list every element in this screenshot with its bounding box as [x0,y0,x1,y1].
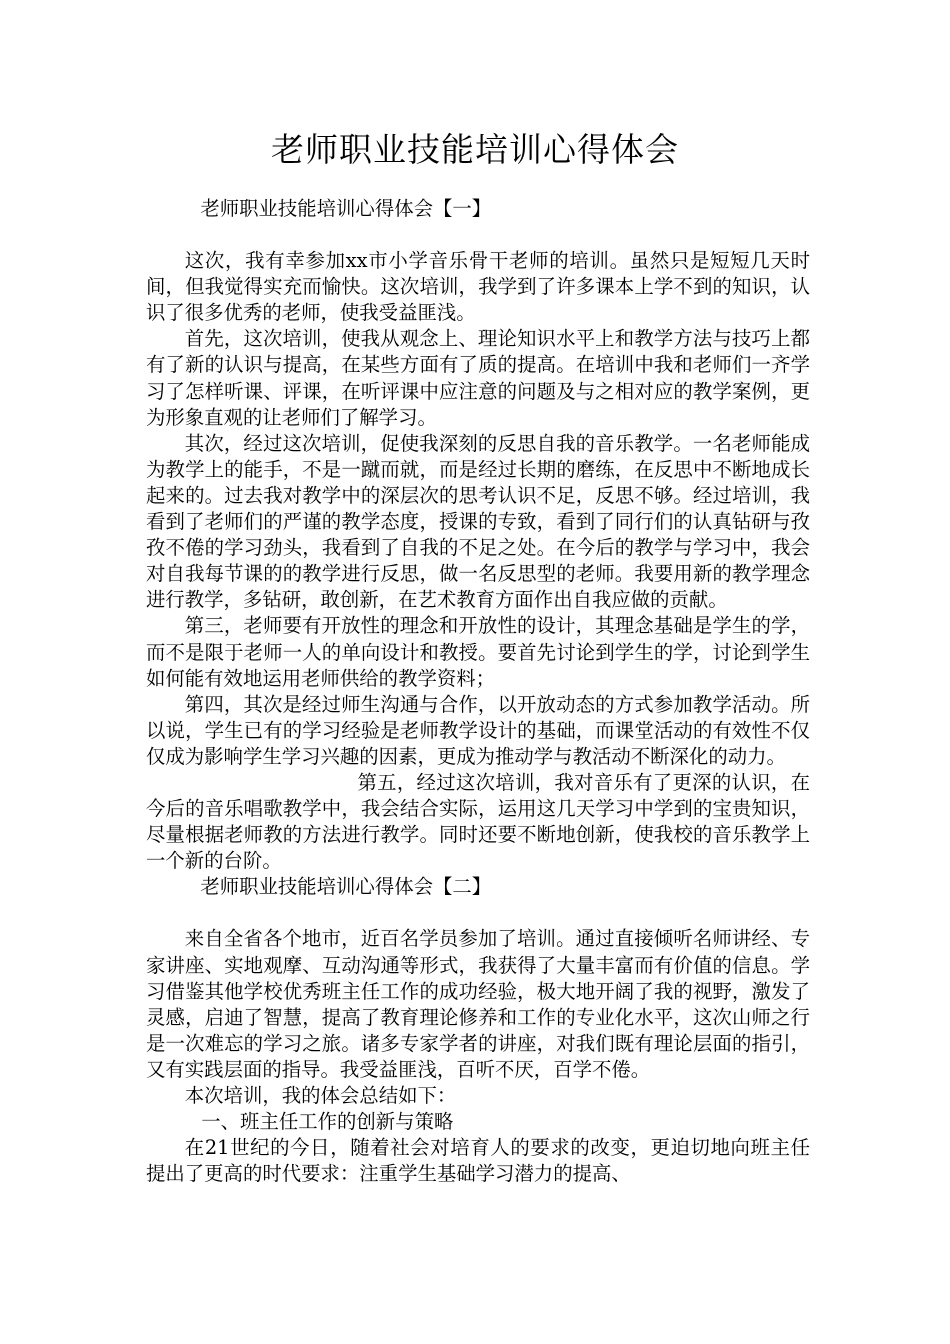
section-heading-1: 老师职业技能培训心得体会【一】 [200,197,492,220]
paragraph: 这次，我有幸参加xx市小学音乐骨干老师的培训。虽然只是短短几天时间，但我觉得实充而愉快。这次培训，我学到了许多课本上学不到的知识，认识了很多优秀的老师，使我受益匪浅。 [146,249,810,325]
paragraph: 来自全省各个地市，近百名学员参加了培训。通过直接倾听名师讲经、专家讲座、实地观摩、互动沟通等形式，我获得了大量丰富而有价值的信息。学习借鉴其他学校优秀班主任工作的成功经验，极大地开阔了我的视野，激发了灵感，启迪了智慧，提高了教育理论修养和工作的专业化水平，这次山师之行是一次难忘的学习之旅。诸多专家学者的讲座，对我们既有理论层面的指引，又有实践层面的指导。我受益匪浅，百听不厌，百学不倦。 [146,927,810,1081]
subheading: 一、班主任工作的创新与策略 [201,1110,454,1134]
document-title: 老师职业技能培训心得体会 [271,130,679,169]
paragraph: 第三，老师要有开放性的理念和开放性的设计，其理念基础是学生的学，而不是限于老师一人的单向设计和教授。要首先讨论到学生的学，讨论到学生如何能有效地运用老师供给的教学资料； [146,614,810,690]
paragraph: 其次，经过这次培训，促使我深刻的反思自我的音乐教学。一名老师能成为教学上的能手，不是一蹴而就，而是经过长期的磨练，在反思中不断地成长起来的。过去我对教学中的深层次的思考认识不足，反思不够。经过培训，我看到了老师们的严谨的教学态度，授课的专致，看到了同行们的认真钻研与孜孜不倦的学习劲头，我看到了自我的不足之处。在今后的教学与学习中，我会对自我每节课的的教学进行反思，做一名反思型的老师。我要用新的教学理念进行教学，多钻研，敢创新，在艺术教育方面作出自我应做的贡献。 [146,431,810,612]
paragraph: 第五，经过这次培训，我对音乐有了更深的认识，在今后的音乐唱歌教学中，我会结合实际，运用这几天学习中学到的宝贵知识，尽量根据老师教的方法进行教学。同时还要不断地创新，使我校的音乐教学上一个新的台阶。 [146,770,810,873]
document-body [146,196,810,1187]
paragraph: 本次培训，我的体会总结如下： [184,1084,457,1107]
section-heading-2: 老师职业技能培训心得体会【二】 [200,875,492,899]
paragraph: 在21世纪的今日，随着社会对培育人的要求的改变，更迫切地向班主任提出了更高的时代要求：注重学生基础学习潜力的提高、 [146,1136,810,1186]
paragraph: 第四，其次是经过师生沟通与合作，以开放动态的方式参加教学活动。所以说，学生已有的学习经验是老师教学设计的基础，而课堂活动的有效性不仅仅成为影响学生学习兴趣的因素，更成为推动学与教活动不断深化的动力。 [146,692,810,768]
paragraph: 首先，这次培训，使我从观念上、理论知识水平上和教学方法与技巧上都有了新的认识与提高，在某些方面有了质的提高。在培训中我和老师们一齐学习了怎样听课、评课，在听评课中应注意的问题及与之相对应的教学案例，更为形象直观的让老师们了解学习。 [146,327,810,429]
